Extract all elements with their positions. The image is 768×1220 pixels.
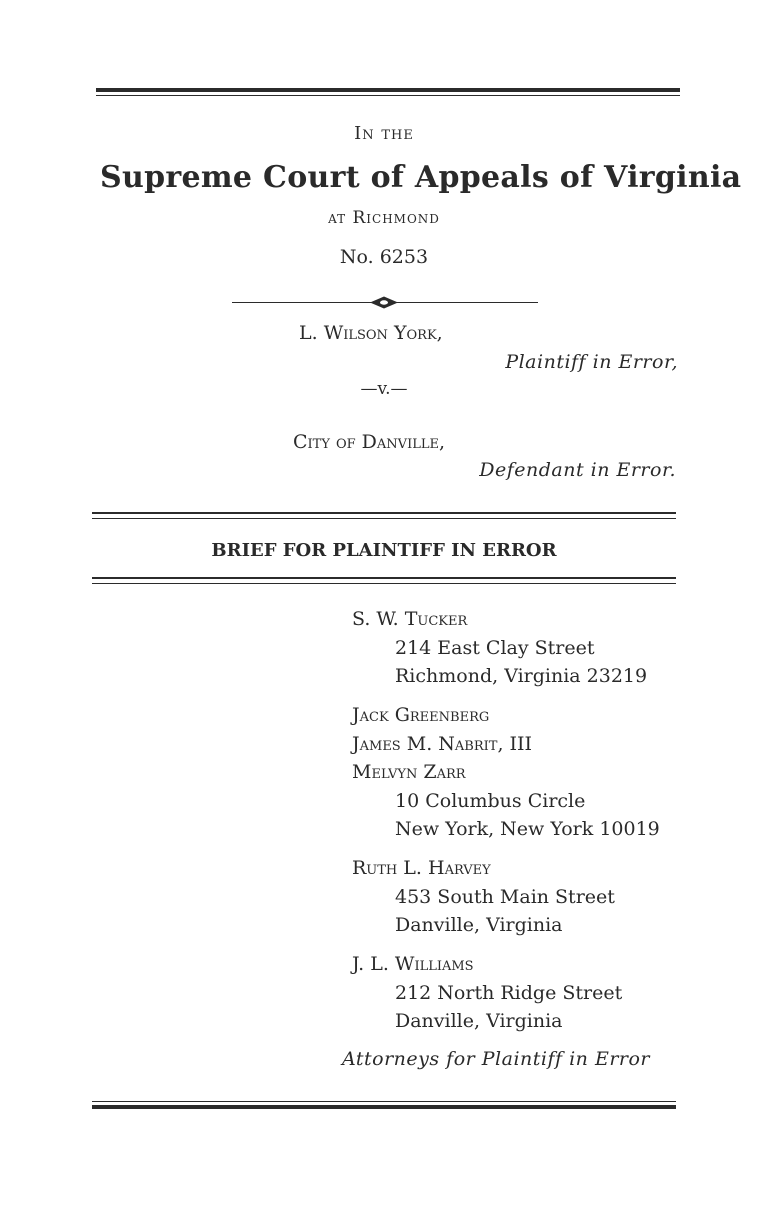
attorney-name-zarr: Melvyn Zarr (352, 761, 466, 783)
attorney-name-williams: J. L. Williams (352, 953, 474, 975)
attorney-address-line: 10 Columbus Circle (395, 790, 586, 812)
title-rule-top-1 (92, 512, 676, 514)
top-rule-thin (96, 95, 680, 96)
attorney-name-nabrit: James M. Nabrit, III (352, 733, 533, 755)
attorney-address-line: Danville, Virginia (395, 1010, 563, 1032)
brief-title: BRIEF FOR PLAINTIFF IN ERROR (211, 540, 557, 561)
versus-label: —v.— (360, 379, 408, 399)
attorney-address-line: 212 North Ridge Street (395, 982, 623, 1004)
title-rule-bottom-2 (92, 583, 676, 584)
attorney-address-line: Richmond, Virginia 23219 (395, 665, 648, 687)
attorney-address-line: New York, New York 10019 (395, 818, 660, 840)
title-rule-bottom-1 (92, 577, 676, 579)
title-rule-top-2 (92, 518, 676, 519)
attorney-address-line: Danville, Virginia (395, 914, 563, 936)
court-location: at Richmond (328, 208, 440, 228)
diamond-ornament-icon (370, 296, 398, 309)
plaintiff-name: L. Wilson York, (299, 322, 443, 344)
attorney-name-tucker: S. W. Tucker (352, 608, 468, 630)
attorney-address-line: 214 East Clay Street (395, 637, 595, 659)
attorney-address-line: 453 South Main Street (395, 886, 615, 908)
court-name: Supreme Court of Appeals of Virginia (100, 160, 742, 195)
plaintiff-role: Plaintiff in Error, (505, 351, 678, 373)
defendant-role: Defendant in Error. (479, 459, 676, 481)
bottom-rule-thick (92, 1105, 676, 1109)
attorney-name-harvey: Ruth L. Harvey (352, 857, 491, 879)
defendant-name: City of Danville, (293, 431, 445, 453)
in-the-label: In the (354, 123, 414, 144)
case-number: No. 6253 (339, 246, 429, 268)
attorneys-footer-label: Attorneys for Plaintiff in Error (342, 1048, 651, 1070)
attorney-name-greenberg: Jack Greenberg (352, 704, 490, 726)
bottom-rule-thin (92, 1101, 676, 1102)
top-rule-thick (96, 88, 680, 92)
